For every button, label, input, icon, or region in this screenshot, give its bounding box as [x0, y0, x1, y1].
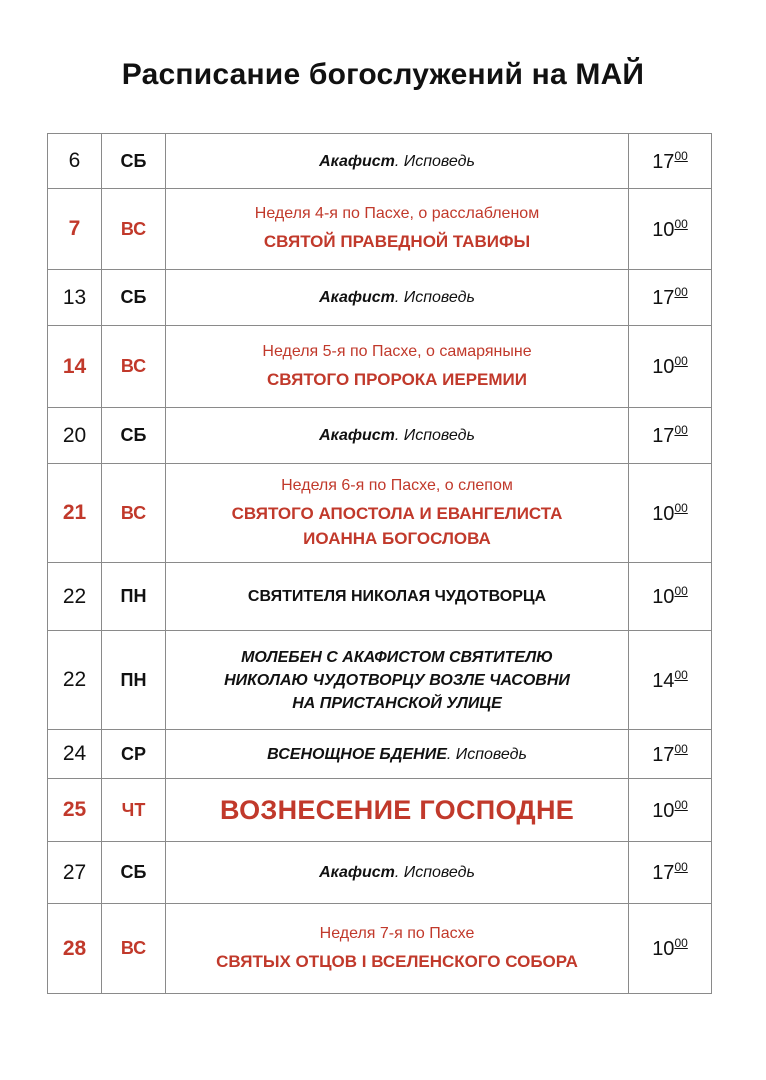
table-row	[48, 134, 712, 189]
time-minutes: 00	[674, 860, 688, 874]
time-cell	[629, 189, 712, 270]
day-cell: 20	[48, 408, 102, 464]
feast-title	[166, 501, 628, 551]
table-row	[48, 842, 712, 904]
service-title-line: НА ПРИСТАНСКОЙ УЛИЦЕ	[292, 694, 502, 712]
table-row	[48, 631, 712, 730]
table-row	[48, 563, 712, 631]
service-cell	[166, 464, 629, 563]
table-row	[48, 189, 712, 270]
table-row	[48, 270, 712, 326]
table-row	[48, 464, 712, 563]
service-title: Акафист	[319, 427, 395, 444]
time-minutes: 00	[674, 797, 688, 812]
page-title: Расписание богослужений на МАЙ	[121, 58, 645, 91]
table-row	[48, 904, 712, 994]
sunday-subtitle: Неделя 5-я по Пасхе, о самаряныне	[262, 342, 532, 360]
service-cell	[166, 779, 629, 842]
day-cell: 24	[48, 730, 102, 779]
service-note: . Исповедь	[394, 427, 475, 444]
feast-title-line: СВЯТОГО АПОСТОЛА И ЕВАНГЕЛИСТА	[231, 503, 563, 523]
time-hour: 10	[652, 938, 675, 960]
schedule-table	[47, 133, 712, 994]
service-cell	[166, 842, 629, 904]
table-row	[48, 326, 712, 408]
service-title-line: НИКОЛАЮ ЧУДОТВОРЦУ ВОЗЛЕ ЧАСОВНИ	[224, 671, 570, 689]
service-cell	[166, 631, 629, 730]
time-minutes: 00	[674, 285, 688, 299]
time-hour: 10	[652, 218, 675, 241]
table-row	[48, 730, 712, 779]
service-title: Акафист	[319, 152, 395, 170]
service-cell	[166, 408, 629, 464]
service-title	[166, 646, 628, 715]
service-cell	[166, 563, 629, 631]
time-minutes: 00	[674, 423, 688, 437]
day-cell: 28	[48, 904, 102, 994]
time-minutes: 00	[674, 500, 688, 515]
weekday-cell: СБ	[102, 134, 166, 189]
service-title: Акафист	[319, 864, 395, 881]
service-cell	[166, 904, 629, 994]
day-cell: 25	[48, 779, 102, 842]
feast-title-line: ИОАННА БОГОСЛОВА	[303, 528, 491, 548]
time-cell	[629, 631, 712, 730]
service-title: ВСЕНОЩНОЕ БДЕНИЕ	[267, 745, 447, 763]
time-hour: 17	[652, 150, 675, 173]
weekday-cell: ВС	[102, 326, 166, 408]
service-note: . Исповедь	[446, 745, 527, 763]
time-cell	[629, 464, 712, 563]
table-row	[48, 408, 712, 464]
service-cell	[166, 730, 629, 779]
service-note: . Исповедь	[394, 864, 475, 881]
feast-title: СВЯТОЙ ПРАВЕДНОЙ ТАВИФЫ	[263, 232, 531, 251]
time-cell	[629, 270, 712, 326]
weekday-cell: ВС	[102, 189, 166, 270]
service-title: СВЯТИТЕЛЯ НИКОЛАЯ ЧУДОТВОРЦА	[247, 587, 547, 605]
day-cell: 7	[48, 189, 102, 270]
time-hour: 17	[652, 862, 675, 884]
day-cell: 22	[48, 563, 102, 631]
time-hour: 14	[652, 669, 675, 692]
weekday-cell: ЧТ	[102, 779, 166, 842]
table-row	[48, 779, 712, 842]
day-cell: 13	[48, 270, 102, 326]
weekday-cell: ВС	[102, 904, 166, 994]
time-minutes: 00	[674, 936, 688, 950]
time-hour: 10	[652, 356, 675, 378]
time-cell	[629, 408, 712, 464]
feast-title: СВЯТОГО ПРОРОКА ИЕРЕМИИ	[267, 369, 527, 389]
time-hour: 17	[652, 743, 675, 766]
sunday-subtitle: Неделя 6-я по Пасхе, о слепом	[281, 476, 513, 494]
service-cell	[166, 189, 629, 270]
time-cell	[629, 779, 712, 842]
time-cell	[629, 134, 712, 189]
service-title-line: МОЛЕБЕН С АКАФИСТОМ СВЯТИТЕЛЮ	[241, 648, 553, 666]
service-note: . Исповедь	[394, 152, 475, 170]
time-minutes: 00	[674, 148, 688, 163]
feast-title: СВЯТЫХ ОТЦОВ I ВСЕЛЕНСКОГО СОБОРА	[216, 951, 578, 971]
weekday-cell: СР	[102, 730, 166, 779]
time-cell	[629, 842, 712, 904]
time-hour: 10	[652, 502, 675, 525]
time-cell	[629, 730, 712, 779]
day-cell: 6	[48, 134, 102, 189]
weekday-cell: ВС	[102, 464, 166, 563]
day-cell: 21	[48, 464, 102, 563]
great-feast-title: ВОЗНЕСЕНИЕ ГОСПОДНЕ	[219, 794, 575, 825]
time-cell	[629, 563, 712, 631]
service-cell	[166, 326, 629, 408]
time-hour: 10	[652, 799, 675, 822]
time-hour: 17	[652, 425, 675, 447]
time-hour: 17	[652, 287, 675, 309]
sunday-subtitle: Неделя 4-я по Пасхе, о расслабленом	[254, 205, 540, 222]
weekday-cell: ПН	[102, 563, 166, 631]
time-hour: 10	[652, 586, 675, 608]
time-cell	[629, 904, 712, 994]
service-cell	[166, 270, 629, 326]
service-title: Акафист	[319, 289, 395, 306]
weekday-cell: СБ	[102, 842, 166, 904]
day-cell: 22	[48, 631, 102, 730]
service-note: . Исповедь	[394, 289, 475, 306]
time-cell	[629, 326, 712, 408]
time-minutes: 00	[674, 741, 688, 756]
time-minutes: 00	[674, 354, 688, 368]
time-minutes: 00	[674, 584, 688, 598]
service-cell	[166, 134, 629, 189]
weekday-cell: СБ	[102, 270, 166, 326]
day-cell: 27	[48, 842, 102, 904]
day-cell: 14	[48, 326, 102, 408]
weekday-cell: ПН	[102, 631, 166, 730]
weekday-cell: СБ	[102, 408, 166, 464]
sunday-subtitle: Неделя 7-я по Пасхе	[319, 924, 475, 942]
time-minutes: 00	[674, 216, 688, 231]
time-minutes: 00	[674, 667, 688, 682]
